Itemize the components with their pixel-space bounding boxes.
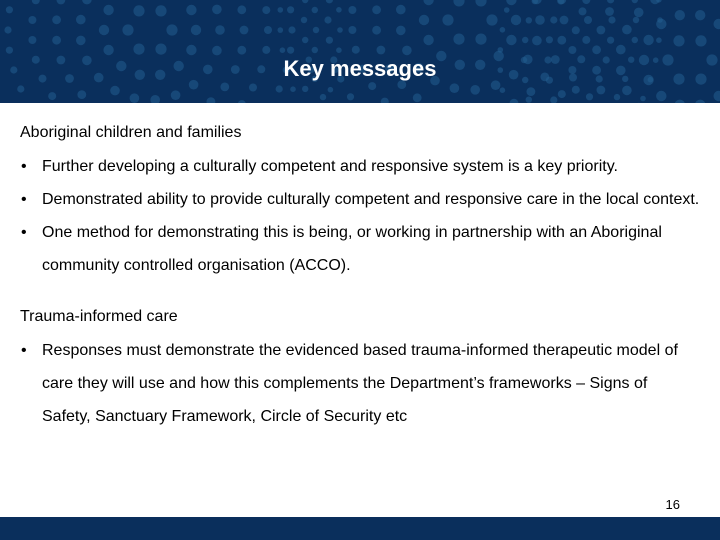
- bullet-item: [20, 216, 700, 282]
- slide-content: [20, 122, 700, 433]
- dot-pattern-decoration: [0, 0, 720, 103]
- slide-title: Key messages: [283, 56, 437, 81]
- bullet-dot-icon: •: [21, 224, 27, 241]
- bullet-text: Demonstrated ability to provide culturally competent and responsive care in the local context.: [42, 191, 700, 208]
- section-trauma-informed-care: [20, 306, 700, 433]
- bullet-list: [20, 334, 700, 433]
- bullet-text: Responses must demonstrate the evidenced based trauma-informed therapeutic model of care they will use and how this complements the Department’s frameworks – Signs of Safety, Sanctuary Framework, Circle of Security etc: [42, 342, 678, 425]
- bullet-item: [20, 150, 700, 183]
- section-aboriginal-children: [20, 122, 700, 282]
- section-heading: Aboriginal children and families: [20, 124, 242, 141]
- bullet-dot-icon: •: [21, 158, 27, 175]
- footer-bar: [0, 517, 720, 540]
- bullet-dot-icon: •: [21, 191, 27, 208]
- page-number: 16: [665, 497, 680, 512]
- bullet-item: [20, 334, 700, 433]
- bullet-text: One method for demonstrating this is being, or working in partnership with an Aboriginal community controlled organisation (ACCO).: [42, 224, 662, 274]
- bullet-text: Further developing a culturally competent and responsive system is a key priority.: [42, 158, 618, 175]
- section-heading: Trauma-informed care: [20, 308, 178, 325]
- bullet-list: [20, 150, 700, 282]
- bullet-item: [20, 183, 700, 216]
- bullet-dot-icon: •: [21, 342, 27, 359]
- header-overlay: [0, 0, 720, 103]
- header-banner: [0, 0, 720, 103]
